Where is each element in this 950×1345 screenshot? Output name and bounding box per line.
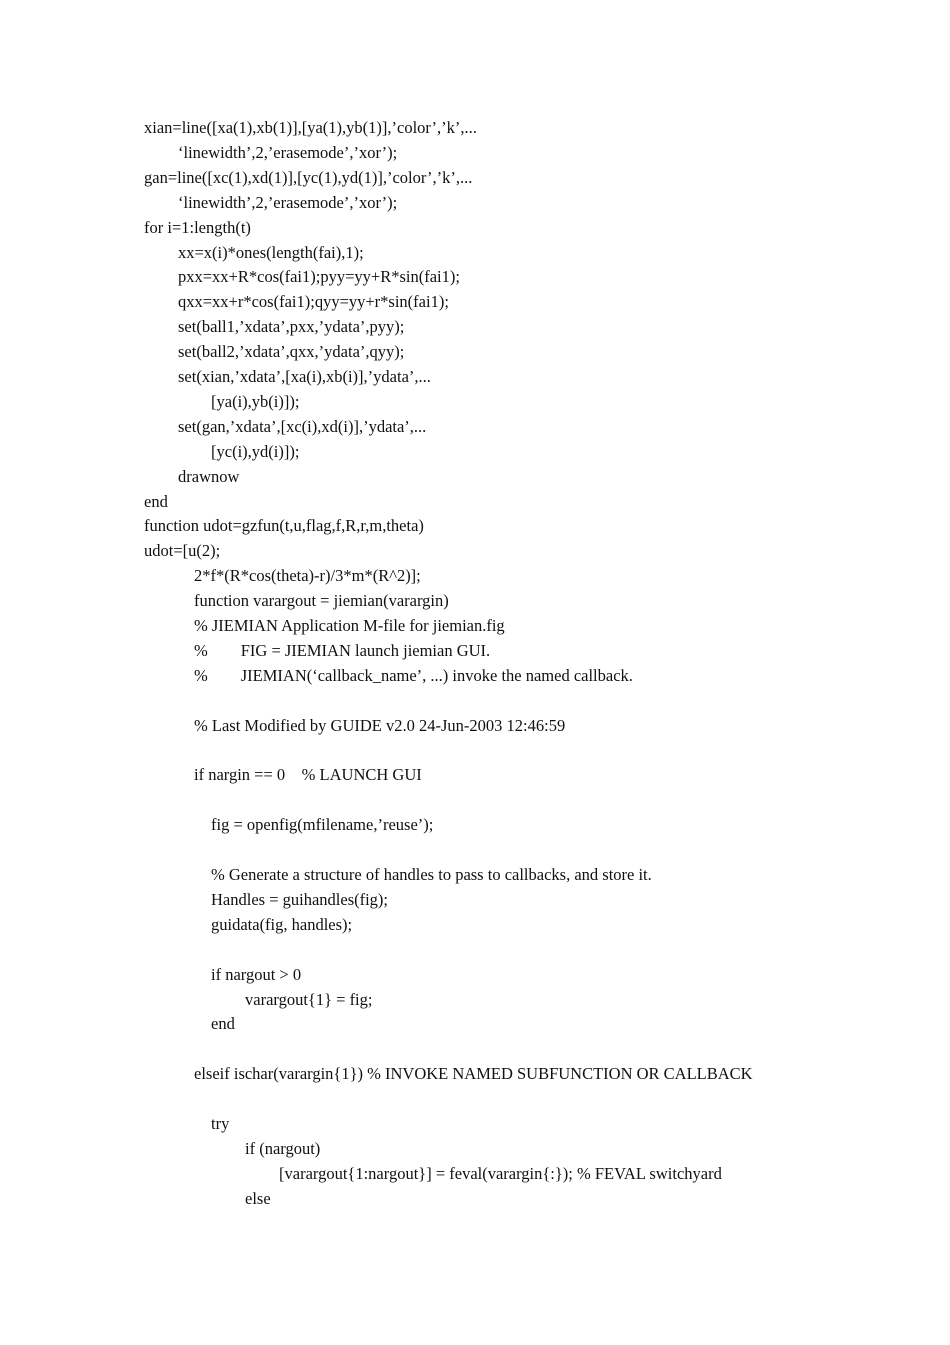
code-line: guidata(fig, handles);: [211, 914, 353, 934]
code-line: gan=line([xc(1),xd(1)],[yc(1),yd(1)],’color’,’k’,...: [144, 167, 473, 187]
code-line: set(ball2,’xdata’,qxx,’ydata’,qyy);: [178, 342, 405, 362]
code-line: set(xian,’xdata’,[xa(i),xb(i)],’ydata’,...: [178, 367, 431, 386]
code-line: % JIEMIAN Application M-file for jiemian.fig: [194, 616, 505, 635]
code-line: else: [245, 1188, 271, 1208]
code-line: function udot=gzfun(t,u,flag,f,R,r,m,theta): [144, 516, 424, 536]
code-line: set(ball1,’xdata’,pxx,’ydata’,pyy);: [178, 317, 405, 337]
code-line: drawnow: [178, 466, 240, 486]
code-line: end: [144, 491, 168, 511]
code-line: end: [211, 1014, 235, 1034]
code-line: % FIG = JIEMIAN launch jiemian GUI.: [194, 640, 491, 660]
code-line: try: [211, 1114, 230, 1133]
code-line: if nargin == 0 % LAUNCH GUI: [194, 765, 422, 785]
code-line: qxx=xx+r*cos(fai1);qyy=yy+r*sin(fai1);: [178, 292, 449, 312]
code-line: ‘linewidth’,2,’erasemode’,’xor’);: [178, 192, 398, 212]
code-line: % Last Modified by GUIDE v2.0 24-Jun-2003 12:46:59: [194, 715, 566, 735]
code-line: if (nargout): [245, 1138, 321, 1158]
code-line: function varargout = jiemian(varargin): [194, 591, 449, 611]
code-line: udot=[u(2);: [144, 541, 221, 561]
code-line: xx=x(i)*ones(length(fai),1);: [178, 242, 364, 262]
code-line: [ya(i),yb(i)]);: [211, 391, 300, 411]
code-line: elseif ischar(varargin{1}) % INVOKE NAMED SUBFUNCTION OR CALLBACK: [194, 1064, 753, 1084]
code-line: Handles = guihandles(fig);: [211, 889, 389, 909]
code-line: % JIEMIAN(‘callback_name’, ...) invoke the named callback.: [194, 665, 633, 685]
code-line: [varargout{1:nargout}] = feval(varargin{:}); % FEVAL switchyard: [279, 1163, 722, 1183]
code-line: fig = openfig(mfilename,’reuse’);: [211, 815, 434, 835]
code-line: for i=1:length(t): [144, 217, 251, 237]
code-line: pxx=xx+R*cos(fai1);pyy=yy+R*sin(fai1);: [178, 267, 460, 287]
code-line: ‘linewidth’,2,’erasemode’,’xor’);: [178, 142, 398, 162]
code-line: varargout{1} = fig;: [245, 989, 373, 1009]
code-line: xian=line([xa(1),xb(1)],[ya(1),yb(1)],’color’,’k’,...: [144, 118, 477, 137]
code-line: 2*f*(R*cos(theta)-r)/3*m*(R^2)];: [194, 566, 421, 586]
code-line: set(gan,’xdata’,[xc(i),xd(i)],’ydata’,...: [178, 416, 427, 436]
code-line: [yc(i),yd(i)]);: [211, 441, 300, 461]
code-line: % Generate a structure of handles to pass to callbacks, and store it.: [211, 865, 652, 884]
code-line: if nargout > 0: [211, 964, 302, 984]
